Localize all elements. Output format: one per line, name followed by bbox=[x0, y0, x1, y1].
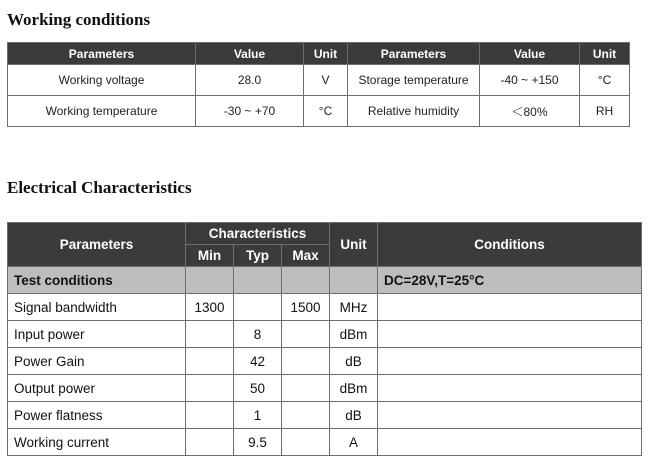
min-cell: 1300 bbox=[186, 294, 234, 321]
table-cell: -30 ~ +70 bbox=[196, 96, 304, 127]
table-cell: 28.0 bbox=[196, 65, 304, 96]
table-cell: Relative humidity bbox=[348, 96, 480, 127]
table-row bbox=[8, 402, 642, 429]
max-cell bbox=[282, 429, 330, 456]
conditions-cell bbox=[378, 294, 642, 321]
header-unit: Unit bbox=[330, 223, 378, 267]
min-cell bbox=[186, 429, 234, 456]
header-cell: Unit bbox=[304, 43, 348, 65]
conditions-cell bbox=[378, 375, 642, 402]
table-row bbox=[8, 96, 630, 127]
max-cell bbox=[282, 375, 330, 402]
typ-cell: 8 bbox=[234, 321, 282, 348]
typ-cell: 9.5 bbox=[234, 429, 282, 456]
table-row bbox=[8, 375, 642, 402]
unit-cell: MHz bbox=[330, 294, 378, 321]
min-cell bbox=[186, 321, 234, 348]
header-max: Max bbox=[282, 245, 330, 267]
table-cell bbox=[282, 267, 330, 294]
header-typ: Typ bbox=[234, 245, 282, 267]
table-cell: Storage temperature bbox=[348, 65, 480, 96]
unit-cell: dBm bbox=[330, 321, 378, 348]
conditions-cell bbox=[378, 402, 642, 429]
table-row bbox=[8, 65, 630, 96]
table-cell: °C bbox=[304, 96, 348, 127]
header-min: Min bbox=[186, 245, 234, 267]
param-cell: Power flatness bbox=[8, 402, 186, 429]
unit-cell: dB bbox=[330, 348, 378, 375]
table-cell bbox=[330, 267, 378, 294]
table-cell: ＜80% bbox=[480, 96, 580, 127]
header-characteristics: Characteristics bbox=[186, 223, 330, 245]
electrical-characteristics-table bbox=[7, 222, 642, 456]
header-cell: Value bbox=[196, 43, 304, 65]
header-cell: Parameters bbox=[348, 43, 480, 65]
table-cell bbox=[234, 267, 282, 294]
param-cell: Signal bandwidth bbox=[8, 294, 186, 321]
test-conditions-row bbox=[8, 267, 642, 294]
electrical-characteristics-title: Electrical Characteristics bbox=[7, 178, 192, 197]
conditions-cell bbox=[378, 321, 642, 348]
table-cell: Working voltage bbox=[8, 65, 196, 96]
conditions-cell bbox=[378, 348, 642, 375]
unit-cell: dBm bbox=[330, 375, 378, 402]
table-cell: RH bbox=[580, 96, 630, 127]
unit-cell: A bbox=[330, 429, 378, 456]
unit-cell: dB bbox=[330, 402, 378, 429]
table-cell: °C bbox=[580, 65, 630, 96]
header-cell: Parameters bbox=[8, 43, 196, 65]
header-cell: Unit bbox=[580, 43, 630, 65]
typ-cell: 50 bbox=[234, 375, 282, 402]
header-conditions: Conditions bbox=[378, 223, 642, 267]
param-cell: Working current bbox=[8, 429, 186, 456]
table-cell: Working temperature bbox=[8, 96, 196, 127]
typ-cell: 1 bbox=[234, 402, 282, 429]
max-cell: 1500 bbox=[282, 294, 330, 321]
param-cell: Input power bbox=[8, 321, 186, 348]
min-cell bbox=[186, 348, 234, 375]
test-conditions-value: DC=28V,T=25°C bbox=[378, 267, 642, 294]
header-cell: Value bbox=[480, 43, 580, 65]
table-row bbox=[8, 348, 642, 375]
max-cell bbox=[282, 402, 330, 429]
typ-cell: 42 bbox=[234, 348, 282, 375]
max-cell bbox=[282, 321, 330, 348]
working-conditions-title: Working conditions bbox=[7, 10, 151, 29]
table-cell bbox=[186, 267, 234, 294]
table-cell: -40 ~ +150 bbox=[480, 65, 580, 96]
header-parameters: Parameters bbox=[8, 223, 186, 267]
working-conditions-table bbox=[7, 42, 630, 127]
table-row bbox=[8, 294, 642, 321]
table-cell: V bbox=[304, 65, 348, 96]
electrical-header-row bbox=[8, 223, 642, 245]
min-cell bbox=[186, 375, 234, 402]
param-cell: Output power bbox=[8, 375, 186, 402]
min-cell bbox=[186, 402, 234, 429]
max-cell bbox=[282, 348, 330, 375]
typ-cell bbox=[234, 294, 282, 321]
table-row bbox=[8, 321, 642, 348]
param-cell: Power Gain bbox=[8, 348, 186, 375]
table-row bbox=[8, 429, 642, 456]
working-conditions-header-row bbox=[8, 43, 630, 65]
conditions-cell bbox=[378, 429, 642, 456]
test-conditions-label: Test conditions bbox=[8, 267, 186, 294]
